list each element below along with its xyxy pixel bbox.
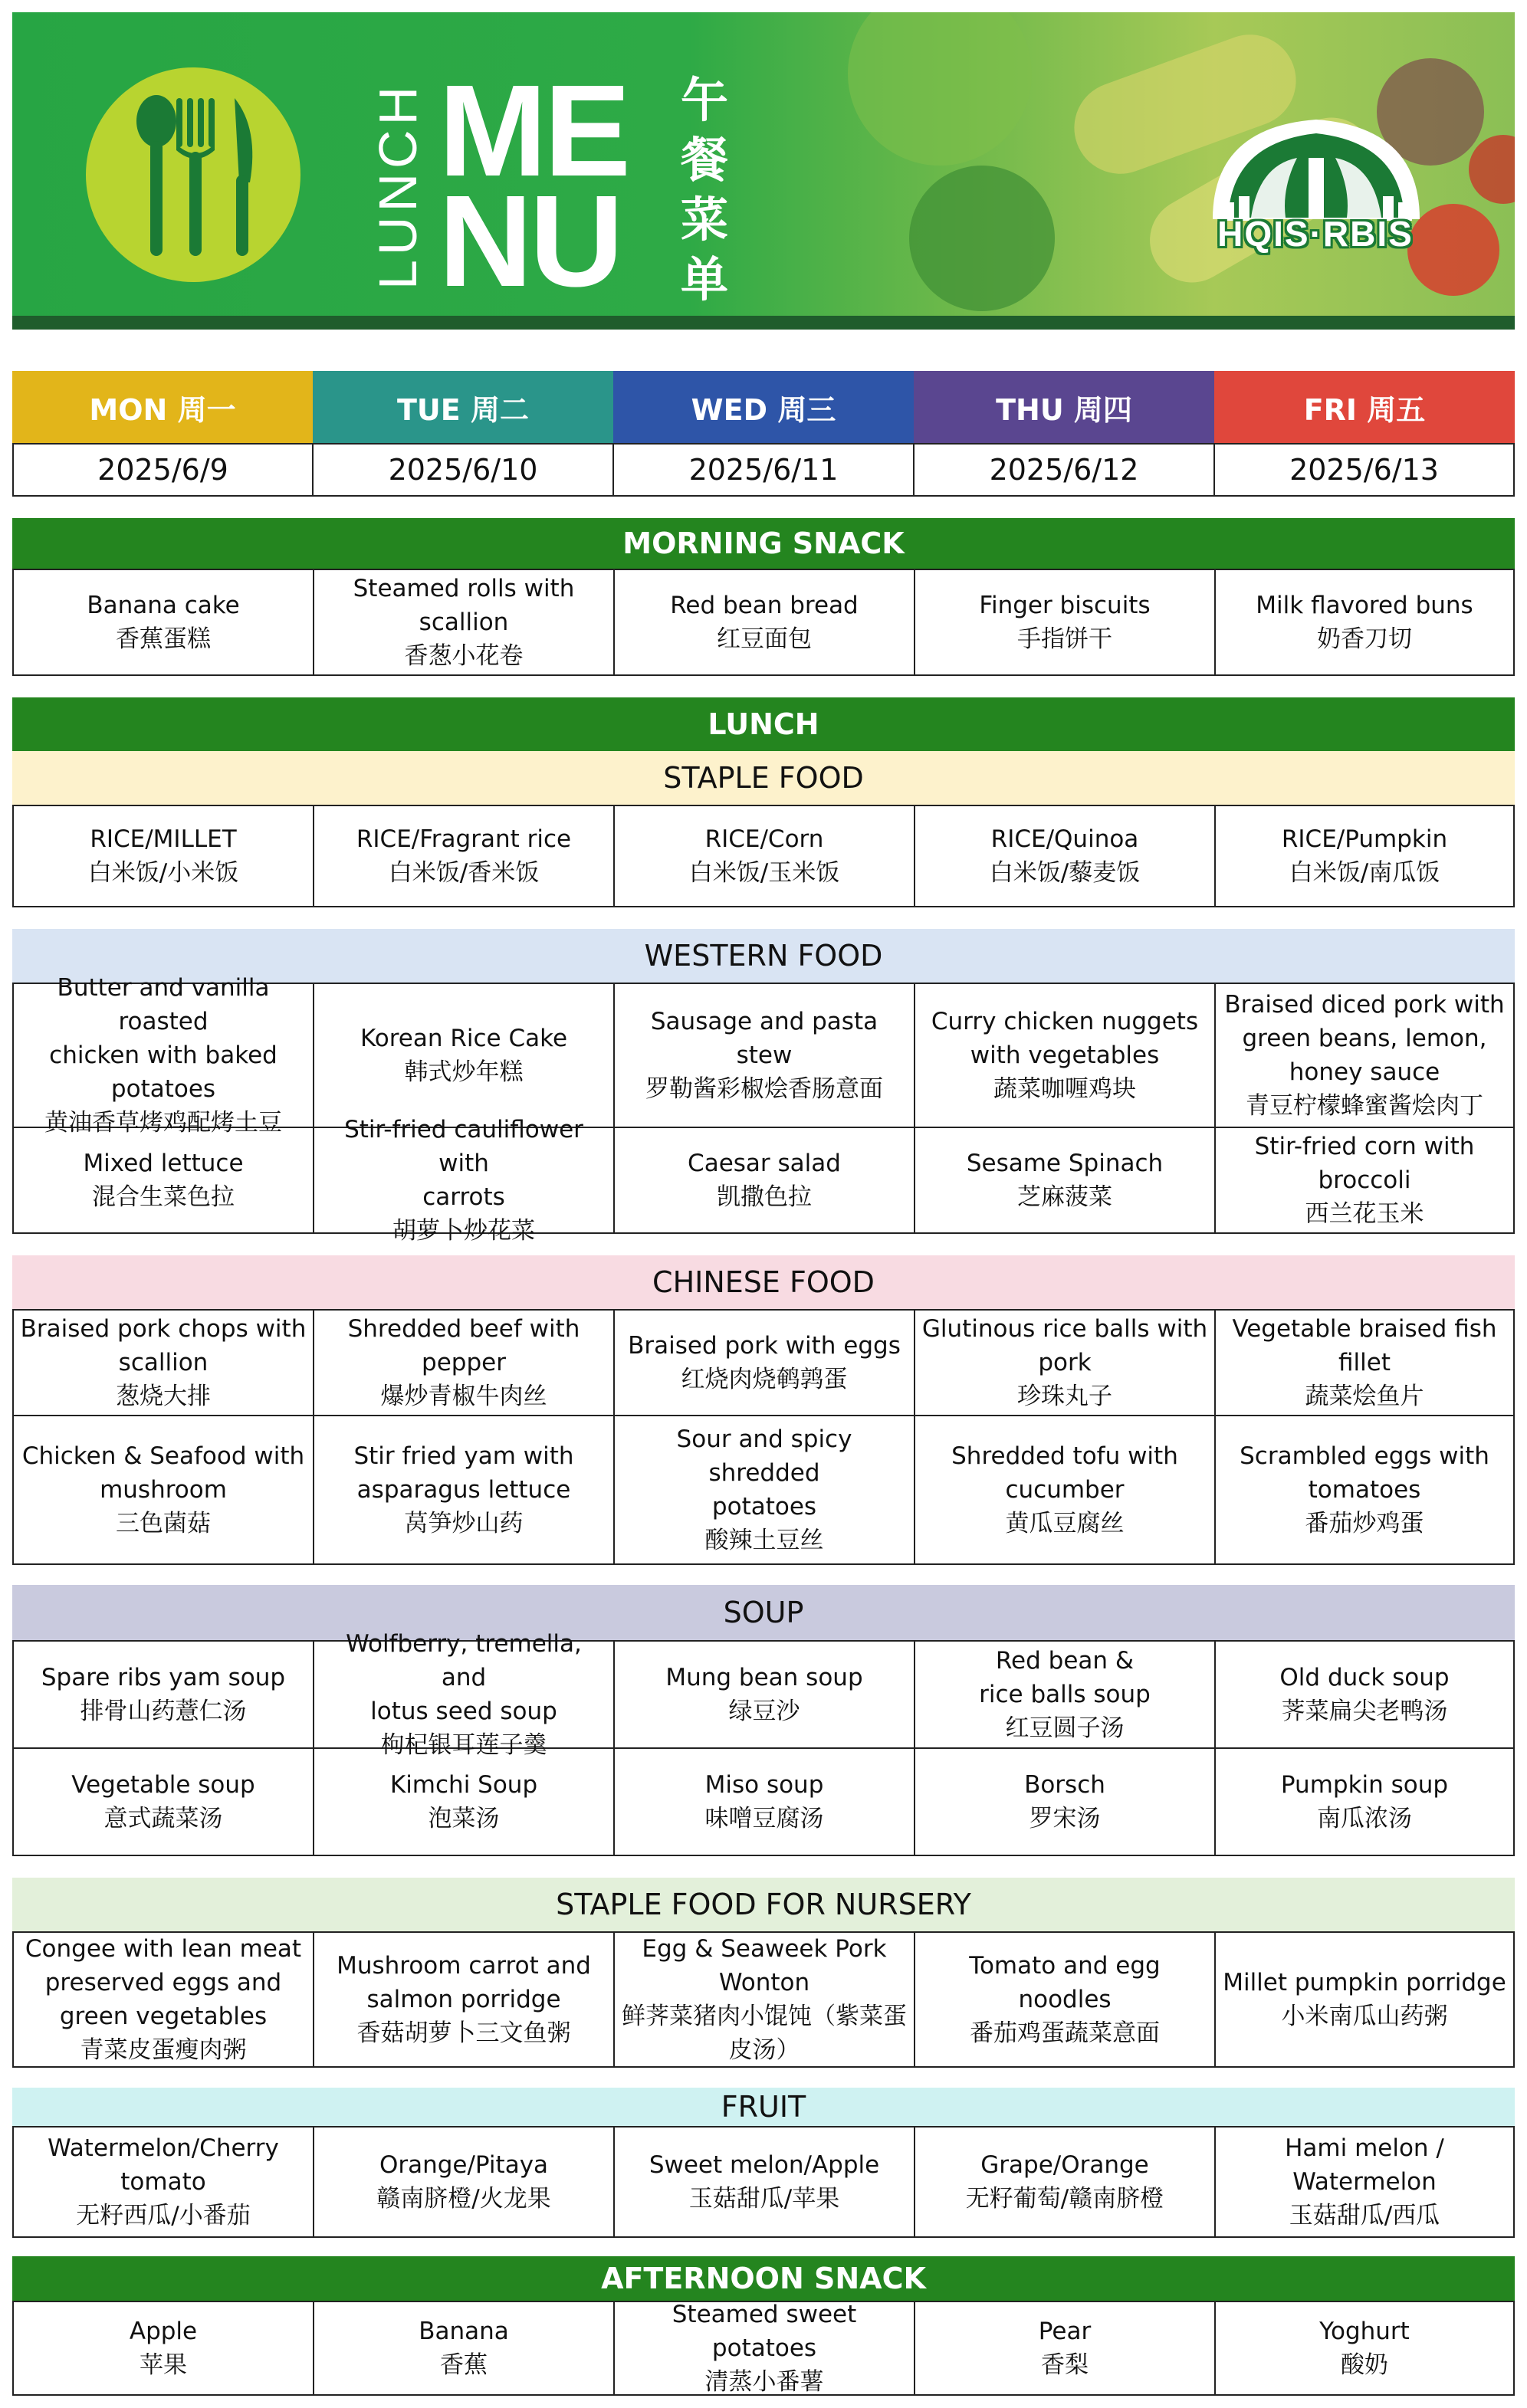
menu-cell-line: Congee with lean meat — [25, 1935, 302, 1963]
menu-cell-line: Shredded tofu with — [951, 1442, 1178, 1470]
menu-cell-line: cucumber — [1005, 1476, 1125, 1504]
menu-cell-line: 葱烧大排 — [116, 1383, 211, 1410]
menu-cell — [313, 1416, 613, 1563]
menu-cell-line: Yoghurt — [1319, 2318, 1410, 2345]
menu-cell-line: pepper — [422, 1349, 506, 1376]
menu-cell-line: potatoes — [110, 1075, 216, 1103]
grid-chinese-food — [12, 1309, 1515, 1565]
menu-cell-line: Sweet melon/Apple — [649, 2151, 880, 2179]
menu-cell — [613, 984, 914, 1127]
menu-cell — [12, 570, 313, 674]
menu-cell-line: salmon porridge — [366, 1986, 561, 2013]
menu-cell-line: asparagus lettuce — [356, 1476, 571, 1504]
menu-cell — [12, 974, 313, 1137]
menu-cell-line: Miso soup — [704, 1771, 824, 1799]
grid-nursery — [12, 1931, 1515, 2068]
menu-cell — [613, 2302, 914, 2394]
menu-cell-line: 鲜荠菜猪肉小馄饨（紫菜蛋 — [622, 2003, 907, 2030]
menu-cell-line: Wolfberry, tremella, and — [346, 1630, 582, 1691]
utensils-icon — [86, 67, 300, 282]
menu-cell-line: 酸辣土豆丝 — [704, 1527, 824, 1554]
school-logo-text: HQIS·RBIS — [1217, 214, 1414, 254]
grid-afternoon-snack — [12, 2301, 1515, 2396]
menu-cell-line: Glutinous rice balls with — [921, 1315, 1208, 1343]
menu-cell-line: preserved eggs and — [44, 1969, 282, 1996]
menu-cell-line: RICE/Quinoa — [990, 825, 1139, 853]
utensils-logo — [86, 67, 300, 282]
menu-cell-line: rice balls soup — [979, 1681, 1151, 1708]
menu-row — [12, 1416, 1515, 1565]
section-afternoon-snack: AFTERNOON SNACK — [12, 2256, 1515, 2301]
menu-cell-line: potatoes — [711, 1493, 817, 1521]
menu-cell-line: 珍珠丸子 — [1017, 1383, 1112, 1410]
day-label: WED 周三 — [613, 371, 914, 443]
menu-cell-line: tomato — [120, 2168, 206, 2196]
menu-cell-line: Banana cake — [87, 592, 240, 619]
menu-cell — [914, 2302, 1214, 2394]
grid-staple-food — [12, 805, 1515, 907]
menu-cell — [613, 806, 914, 906]
menu-cell-line: Braised pork with eggs — [628, 1332, 901, 1360]
menu-cell — [1214, 806, 1515, 906]
menu-cell-line: 胡萝卜炒花菜 — [392, 1217, 535, 1245]
menu-cell — [914, 1416, 1214, 1563]
menu-row — [12, 806, 1515, 907]
title-chinese-char: 菜 — [680, 192, 728, 248]
menu-cell-line: 芝麻菠菜 — [1017, 1183, 1112, 1211]
menu-cell-line: 蔬菜咖喱鸡块 — [993, 1075, 1136, 1103]
menu-cell — [12, 1416, 313, 1563]
menu-cell — [613, 1933, 914, 2066]
menu-cell-line: Steamed sweet potatoes — [672, 2301, 857, 2362]
menu-cell-line: 西兰花玉米 — [1305, 1200, 1424, 1228]
menu-cell-line: Stir fried yam with — [353, 1442, 574, 1470]
menu-cell-line: 白米饭/香米饭 — [388, 859, 540, 887]
menu-cell-line: Steamed rolls with — [353, 575, 575, 602]
menu-cell-line: 枸杞银耳莲子羹 — [380, 1731, 547, 1759]
menu-cell-line: 泡菜汤 — [428, 1805, 500, 1832]
menu-cell-line: 罗宋汤 — [1029, 1805, 1101, 1832]
menu-cell-line: Stir-fried corn with — [1254, 1133, 1475, 1160]
menu-cell-line: RICE/Fragrant rice — [356, 825, 572, 853]
menu-row — [12, 1311, 1515, 1416]
menu-cell-line: Kimchi Soup — [389, 1771, 538, 1799]
menu-cell-line: Red bean & — [995, 1647, 1135, 1675]
menu-cell — [613, 1416, 914, 1563]
menu-cell-line: broccoli — [1318, 1166, 1411, 1194]
section-western-food: WESTERN FOOD — [12, 929, 1515, 983]
day-date: 2025/6/12 — [914, 443, 1214, 497]
menu-cell — [1214, 1128, 1515, 1232]
menu-cell-line: pork — [1038, 1349, 1092, 1376]
day-label: THU 周四 — [914, 371, 1214, 443]
menu-cell-line: Braised pork chops with — [20, 1315, 307, 1343]
banner-bottom-stripe — [12, 316, 1515, 330]
menu-cell-line: 玉菇甜瓜/苹果 — [688, 2185, 840, 2213]
day-date: 2025/6/9 — [12, 443, 313, 497]
menu-cell — [914, 570, 1214, 674]
menu-cell-line: RICE/Pumpkin — [1281, 825, 1448, 853]
menu-cell-line: Millet pumpkin porridge — [1223, 1969, 1506, 1996]
menu-cell — [313, 1116, 613, 1245]
menu-cell — [914, 1933, 1214, 2066]
menu-cell-line: Curry chicken nuggets — [931, 1008, 1199, 1035]
menu-cell-line: 韩式炒年糕 — [404, 1058, 524, 1086]
menu-cell — [613, 1311, 914, 1415]
menu-cell-line: 爆炒青椒牛肉丝 — [380, 1383, 547, 1410]
menu-cell — [914, 1642, 1214, 1747]
menu-cell — [313, 1311, 613, 1415]
section-fruit: FRUIT — [12, 2088, 1515, 2126]
menu-row — [12, 974, 1515, 1137]
menu-cell-line: 玉菇甜瓜/西瓜 — [1289, 2202, 1440, 2229]
title-me: ME — [438, 58, 628, 204]
menu-cell-line: Shredded beef with — [347, 1315, 580, 1343]
section-chinese-food: CHINESE FOOD — [12, 1255, 1515, 1309]
menu-cell — [12, 1749, 313, 1855]
menu-row — [12, 1630, 1515, 1759]
menu-cell — [12, 1642, 313, 1747]
menu-cell-line: Orange/Pitaya — [379, 2151, 549, 2179]
menu-row — [12, 570, 1515, 676]
menu-cell-line: Pumpkin soup — [1280, 1771, 1449, 1799]
menu-cell-line: Egg & Seaweek Pork — [642, 1935, 887, 1963]
menu-cell-line: Watermelon/Cherry — [48, 2134, 279, 2162]
menu-cell-line: 三色菌菇 — [116, 1510, 211, 1537]
menu-cell-line: with vegetables — [970, 1042, 1160, 1069]
menu-cell-line: 苹果 — [140, 2351, 187, 2379]
menu-cell — [313, 1630, 613, 1759]
menu-cell-line: Red bean bread — [670, 592, 859, 619]
menu-cell-line: 荠菜扁尖老鸭汤 — [1281, 1698, 1448, 1725]
title-nu: NU — [438, 169, 621, 314]
menu-cell — [1214, 1642, 1515, 1747]
menu-cell-line: 无籽葡萄/赣南脐橙 — [965, 2185, 1164, 2213]
day-dates-row — [12, 443, 1515, 497]
menu-cell — [313, 984, 613, 1127]
menu-cell-line: green vegetables — [59, 2003, 268, 2030]
menu-cell-line: 白米饭/玉米饭 — [688, 859, 840, 887]
title-chinese — [678, 71, 731, 310]
menu-cell — [613, 1749, 914, 1855]
menu-cell-line: Pear — [1038, 2318, 1092, 2345]
menu-row — [12, 2128, 1515, 2238]
day-date: 2025/6/13 — [1214, 443, 1515, 497]
menu-cell — [1214, 1416, 1515, 1563]
title-lunch: LUNCH — [368, 81, 428, 290]
menu-cell — [914, 1311, 1214, 1415]
menu-cell — [613, 2128, 914, 2236]
menu-cell-line: 红豆面包 — [717, 625, 812, 653]
menu-cell-line: Tomato and egg noodles — [969, 1952, 1161, 2013]
menu-cell-line: fillet — [1338, 1349, 1391, 1376]
menu-cell — [12, 806, 313, 906]
menu-cell-line: 红豆圆子汤 — [1005, 1714, 1125, 1742]
menu-cell — [12, 2302, 313, 2394]
day-label: TUE 周二 — [313, 371, 613, 443]
menu-cell-line: 香梨 — [1041, 2351, 1089, 2379]
menu-cell — [613, 570, 914, 674]
menu-cell-line: Old duck soup — [1279, 1664, 1450, 1691]
menu-cell-line: 酸奶 — [1341, 2351, 1388, 2379]
menu-cell — [12, 1128, 313, 1232]
menu-cell-line: 罗勒酱彩椒烩香肠意面 — [645, 1075, 883, 1103]
menu-cell-line: Milk flavored buns — [1256, 592, 1473, 619]
menu-row — [12, 1933, 1515, 2068]
menu-cell — [313, 2128, 613, 2236]
menu-cell-line: Borsch — [1024, 1771, 1105, 1799]
menu-cell — [12, 1311, 313, 1415]
menu-cell-line: 香菇胡萝卜三文鱼粥 — [356, 2019, 571, 2047]
decor-produce — [848, 12, 1032, 166]
header-banner — [12, 12, 1515, 330]
menu-cell-line: 赣南脐橙/火龙果 — [376, 2185, 551, 2213]
day-date: 2025/6/11 — [613, 443, 914, 497]
menu-cell-line: Watermelon — [1292, 2168, 1437, 2196]
menu-cell — [313, 2302, 613, 2394]
menu-cell — [12, 1933, 313, 2066]
menu-cell-line: Sesame Spinach — [966, 1150, 1164, 1177]
menu-cell-line: carrots — [422, 1183, 505, 1211]
menu-cell-line: 番茄炒鸡蛋 — [1305, 1510, 1424, 1537]
menu-cell-line: honey sauce — [1289, 1058, 1440, 1086]
menu-cell-line: 排骨山药薏仁汤 — [80, 1698, 247, 1725]
menu-cell-line: Hami melon / — [1285, 2134, 1444, 2162]
menu-cell-line: Stir-fried cauliflower with — [344, 1116, 583, 1177]
day-labels-row — [12, 371, 1515, 443]
menu-cell — [1214, 1311, 1515, 1415]
menu-cell — [1214, 1933, 1515, 2066]
menu-row — [12, 2302, 1515, 2396]
menu-cell-line: Scrambled eggs with — [1240, 1442, 1489, 1470]
menu-cell — [1214, 570, 1515, 674]
menu-cell-line: RICE/MILLET — [90, 825, 237, 853]
menu-cell — [1214, 1749, 1515, 1855]
menu-cell-line: 白米饭/南瓜饭 — [1289, 859, 1440, 887]
menu-cell-line: Mixed lettuce — [83, 1150, 244, 1177]
menu-cell-line: 皮汤） — [728, 2036, 800, 2064]
menu-cell-line: Mushroom carrot and — [337, 1952, 591, 1980]
menu-cell-line: 香蕉 — [440, 2351, 488, 2379]
menu-cell-line: Vegetable soup — [71, 1771, 255, 1799]
section-soup: SOUP — [12, 1585, 1515, 1640]
menu-cell — [1214, 2302, 1515, 2394]
menu-cell — [1214, 2128, 1515, 2236]
menu-cell-line: Braised diced pork with — [1224, 991, 1505, 1019]
grid-fruit — [12, 2126, 1515, 2238]
menu-cell-line: Mung bean soup — [665, 1664, 863, 1691]
menu-cell — [914, 1128, 1214, 1232]
menu-cell — [313, 1749, 613, 1855]
menu-cell-line: Sausage and pasta stew — [650, 1008, 878, 1069]
menu-cell-line: Caesar salad — [688, 1150, 841, 1177]
menu-cell-line: 混合生菜色拉 — [92, 1183, 235, 1211]
menu-cell — [914, 2128, 1214, 2236]
menu-cell-line: 莴笋炒山药 — [404, 1510, 524, 1537]
menu-cell — [613, 1642, 914, 1747]
grid-soup — [12, 1630, 1515, 1856]
menu-cell-line: scallion — [419, 609, 509, 636]
menu-cell-line: 奶香刀切 — [1317, 625, 1412, 653]
menu-cell-line: 清蒸小番薯 — [704, 2368, 824, 2396]
day-label: FRI 周五 — [1214, 371, 1515, 443]
menu-cell-line: Butter and vanilla roasted — [57, 974, 270, 1035]
section-staple-food: STAPLE FOOD — [12, 751, 1515, 805]
menu-cell-line: 绿豆沙 — [728, 1698, 800, 1725]
menu-cell-line: green beans, lemon, — [1242, 1025, 1487, 1052]
menu-cell-line: 南瓜浓汤 — [1317, 1805, 1412, 1832]
menu-cell — [313, 1933, 613, 2066]
menu-cell-line: RICE/Corn — [704, 825, 824, 853]
menu-row — [12, 1749, 1515, 1856]
menu-cell-line: Apple — [129, 2318, 198, 2345]
menu-cell-line: 意式蔬菜汤 — [103, 1805, 223, 1832]
section-lunch: LUNCH — [12, 697, 1515, 751]
section-nursery: STAPLE FOOD FOR NURSERY — [12, 1878, 1515, 1931]
menu-cell-line: chicken with baked — [49, 1042, 277, 1069]
title-chinese-char: 餐 — [680, 132, 728, 188]
menu-cell — [12, 2128, 313, 2236]
menu-cell-line: 蔬菜烩鱼片 — [1305, 1383, 1424, 1410]
menu-cell-line: 黄瓜豆腐丝 — [1005, 1510, 1125, 1537]
title-chinese-char: 午 — [680, 72, 728, 128]
menu-cell-line: 手指饼干 — [1017, 625, 1112, 653]
day-label: MON 周一 — [12, 371, 313, 443]
menu-cell-line: 白米饭/小米饭 — [87, 859, 239, 887]
menu-cell-line: tomatoes — [1308, 1476, 1421, 1504]
menu-cell-line: Sour and spicy shredded — [676, 1425, 852, 1487]
days-header — [12, 371, 1515, 497]
menu-cell-line: 白米饭/藜麦饭 — [989, 859, 1141, 887]
menu-cell — [313, 806, 613, 906]
menu-cell-line: Korean Rice Cake — [360, 1025, 568, 1052]
menu-cell-line: Spare ribs yam soup — [41, 1664, 286, 1691]
menu-cell-line: 青菜皮蛋瘦肉粥 — [80, 2036, 247, 2064]
menu-cell-line: 青豆柠檬蜂蜜酱烩肉丁 — [1246, 1092, 1483, 1120]
menu-cell-line: Wonton — [718, 1969, 810, 1996]
menu-cell — [914, 806, 1214, 906]
menu-cell-line: Banana — [419, 2318, 509, 2345]
grid-morning-snack — [12, 569, 1515, 676]
menu-cell-line: Grape/Orange — [980, 2151, 1149, 2179]
menu-cell-line: 无籽西瓜/小番茄 — [76, 2202, 251, 2229]
menu-cell-line: mushroom — [100, 1476, 227, 1504]
menu-cell-line: 黄油香草烤鸡配烤土豆 — [44, 1109, 282, 1137]
menu-cell-line: lotus seed soup — [370, 1698, 557, 1725]
grid-western-food — [12, 974, 1515, 1245]
menu-cell — [914, 1749, 1214, 1855]
menu-cell — [613, 1128, 914, 1232]
menu-cell — [1214, 984, 1515, 1127]
menu-cell-line: 小米南瓜山药粥 — [1281, 2003, 1448, 2030]
menu-cell — [313, 570, 613, 674]
title-chinese-char: 单 — [680, 251, 728, 307]
menu-cell-line: 香蕉蛋糕 — [116, 625, 211, 653]
decor-produce — [909, 166, 1055, 311]
menu-cell-line: 凯撒色拉 — [717, 1183, 812, 1211]
menu-cell-line: Vegetable braised fish — [1232, 1315, 1497, 1343]
menu-cell-line: Finger biscuits — [979, 592, 1151, 619]
menu-cell-line: Chicken & Seafood with — [21, 1442, 305, 1470]
menu-cell-line: 味噌豆腐汤 — [704, 1805, 824, 1832]
menu-cell-line: 香葱小花卷 — [404, 642, 524, 670]
section-morning-snack: MORNING SNACK — [12, 518, 1515, 569]
decor-produce — [1469, 135, 1515, 204]
menu-cell — [914, 984, 1214, 1127]
menu-cell-line: scallion — [118, 1349, 209, 1376]
day-date: 2025/6/10 — [313, 443, 613, 497]
menu-cell-line: 红烧肉烧鹌鹑蛋 — [681, 1366, 848, 1393]
menu-cell-line: 番茄鸡蛋蔬菜意面 — [970, 2019, 1160, 2047]
